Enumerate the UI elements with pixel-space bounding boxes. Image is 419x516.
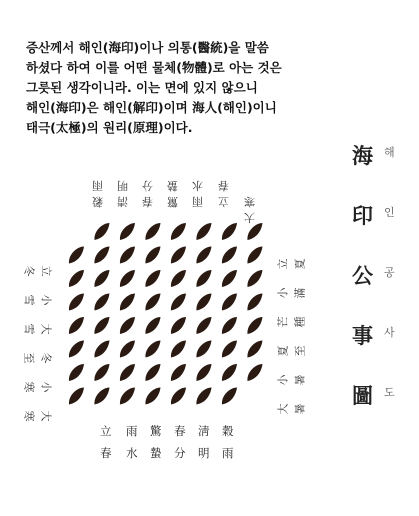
leaf-mark [247, 270, 262, 287]
paragraph-line: 하셨다 하여 이를 어떤 물체(物體)로 아는 것은 [26, 60, 282, 75]
leaf-mark [247, 294, 262, 311]
leaf-mark [120, 247, 135, 264]
leaf-mark [120, 270, 135, 287]
top-label: 春 分 [142, 179, 153, 208]
title-char: 印 인 [352, 203, 395, 228]
paragraph-line: 해인(海印)은 해인(解印)이며 海人(해인)이니 [26, 100, 277, 115]
top-label: 淸 明 [117, 179, 128, 208]
top-label: 驚 蟄 [167, 179, 178, 208]
leaf-mark [145, 317, 160, 334]
leaf-mark [247, 317, 262, 334]
leaf-mark [171, 270, 186, 287]
bottom-label: 穀 雨 [222, 424, 234, 460]
leaf-mark [196, 223, 211, 240]
leaf-mark [94, 388, 109, 405]
leaf-mark [171, 317, 186, 334]
leaf-mark [196, 364, 211, 381]
leaf-mark [120, 364, 135, 381]
right-label: 小 暑 [276, 374, 307, 386]
leaf-mark [69, 341, 84, 358]
leaf-mark [222, 223, 237, 240]
left-label: 小 雪 [22, 294, 53, 306]
leaf-mark [222, 294, 237, 311]
leaf-mark [222, 341, 237, 358]
bottom-label: 立 春 [100, 424, 112, 460]
leaf-mark [120, 341, 135, 358]
leaf-mark [120, 294, 135, 311]
leaf-mark [145, 388, 160, 405]
leaf-mark [120, 317, 135, 334]
top-label: 立 春 [218, 179, 229, 208]
top-label: 穀 雨 [92, 179, 103, 208]
right-label: 夏 至 [276, 345, 307, 357]
leaf-mark [94, 247, 109, 264]
leaf-mark [145, 247, 160, 264]
left-label: 立 冬 [22, 265, 53, 277]
leaf-mark [94, 294, 109, 311]
leaf-mark [145, 364, 160, 381]
leaf-mark [196, 247, 211, 264]
leaf-mark [69, 247, 84, 264]
title-char: 公 공 [352, 263, 395, 288]
leaf-mark [247, 223, 262, 240]
leaf-mark [247, 341, 262, 358]
leaf-mark [222, 247, 237, 264]
leaf-mark [69, 317, 84, 334]
top-label: 大 寒 [244, 195, 255, 224]
leaf-mark [69, 388, 84, 405]
leaf-mark [94, 341, 109, 358]
bottom-label: 春 分 [174, 424, 186, 460]
top-label: 雨 水 [192, 179, 203, 208]
title-char: 事 사 [352, 323, 395, 348]
leaf-mark [94, 270, 109, 287]
leaf-mark [222, 317, 237, 334]
leaf-mark [171, 294, 186, 311]
leaf-mark [247, 364, 262, 381]
leaf-mark [196, 270, 211, 287]
leaf-mark [171, 341, 186, 358]
left-label: 小 寒 [22, 381, 53, 393]
leaf-mark [196, 388, 211, 405]
right-label: 小 滿 [276, 287, 307, 299]
leaf-mark [69, 364, 84, 381]
bottom-label: 雨 水 [126, 424, 138, 460]
leaf-mark [222, 388, 237, 405]
leaf-mark [69, 294, 84, 311]
leaf-mark [69, 270, 84, 287]
bottom-label: 淸 明 [198, 424, 210, 460]
left-label: 大 寒 [22, 410, 53, 422]
paragraph-line: 태극(太極)의 원리(原理)이다. [26, 120, 193, 135]
leaf-mark [145, 294, 160, 311]
leaf-mark [171, 223, 186, 240]
leaf-mark [196, 294, 211, 311]
bottom-label: 驚 蟄 [150, 424, 162, 460]
left-label: 大 雪 [22, 323, 53, 335]
leaf-mark [120, 388, 135, 405]
leaf-mark [196, 317, 211, 334]
leaf-mark [94, 223, 109, 240]
leaf-mark [171, 247, 186, 264]
title-char: 圖 도 [352, 383, 395, 408]
leaf-mark [171, 364, 186, 381]
leaf-mark [94, 364, 109, 381]
title-char: 海 해 [352, 143, 395, 168]
leaf-mark [171, 388, 186, 405]
right-label: 立 夏 [276, 258, 307, 270]
paragraph-line: 증산께서 해인(海印)이나 의통(醫統)을 말씀 [26, 40, 269, 55]
leaf-mark [247, 247, 262, 264]
leaf-mark [222, 270, 237, 287]
leaf-mark [145, 270, 160, 287]
leaf-mark [120, 223, 135, 240]
leaf-mark [145, 341, 160, 358]
leaf-mark [94, 317, 109, 334]
leaf-mark [196, 341, 211, 358]
right-label: 芒 種 [276, 316, 307, 328]
leaf-mark [145, 223, 160, 240]
left-label: 冬 至 [22, 352, 53, 364]
right-label: 大 暑 [276, 403, 307, 415]
paragraph-line: 그릇된 생각이니라. 이는 면에 있지 않으니 [26, 80, 258, 95]
leaf-mark [222, 364, 237, 381]
